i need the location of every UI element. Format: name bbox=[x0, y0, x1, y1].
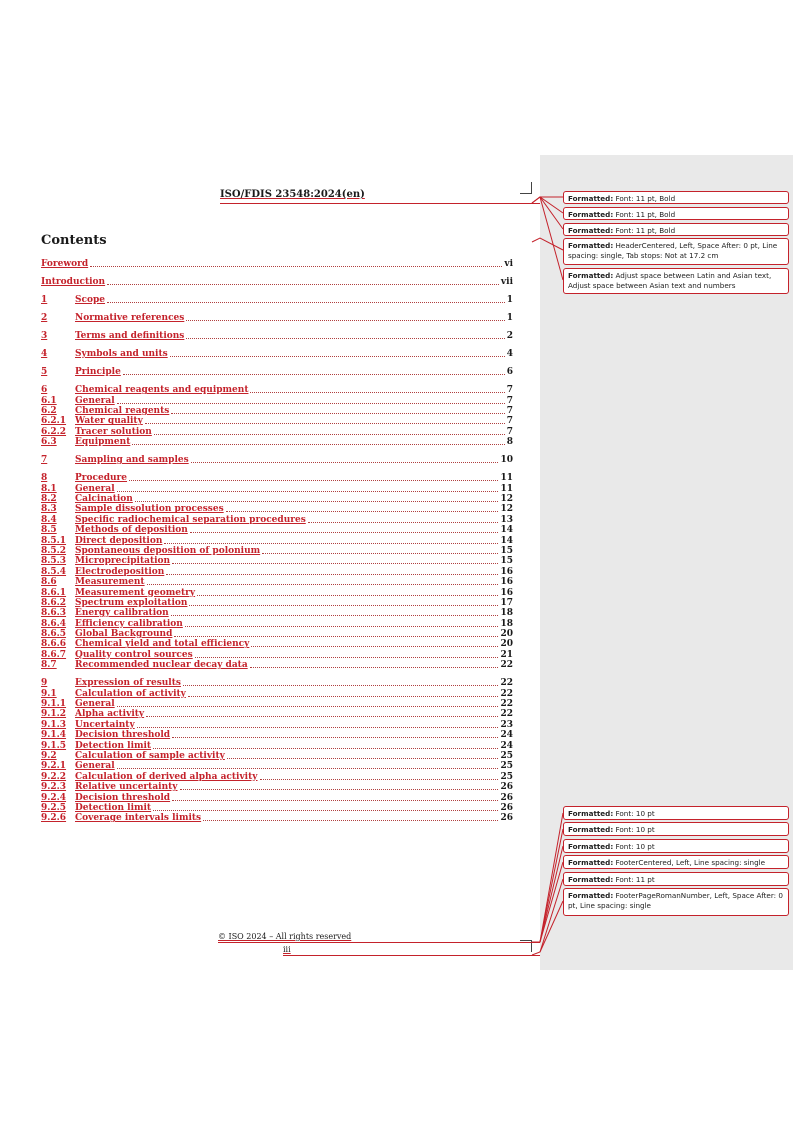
toc-entry-title: Chemical reagents and equipment bbox=[75, 385, 249, 396]
toc-entry-page: 26 bbox=[500, 782, 513, 793]
toc-entry-title: Coverage intervals limits bbox=[75, 813, 202, 824]
toc-entry-title: General bbox=[75, 761, 115, 772]
toc-entry-page: 22 bbox=[500, 709, 513, 720]
format-comment-balloon[interactable] bbox=[563, 888, 789, 916]
toc-dot-leader bbox=[262, 553, 498, 554]
toc-dot-leader bbox=[197, 595, 498, 596]
toc-entry-page: 18 bbox=[500, 618, 513, 629]
toc-entry-page: 10 bbox=[500, 455, 513, 466]
toc-entry-number: 9.1 bbox=[41, 688, 57, 699]
toc-dot-leader bbox=[90, 266, 502, 267]
toc-entry[interactable] bbox=[41, 771, 513, 781]
toc-dot-leader bbox=[107, 302, 505, 303]
toc-entry[interactable] bbox=[41, 782, 513, 792]
toc-entry-page: 16 bbox=[500, 587, 513, 598]
toc-entry[interactable] bbox=[41, 416, 513, 426]
toc-entry-number: 8.2 bbox=[41, 493, 57, 504]
toc-entry-page: 22 bbox=[500, 699, 513, 709]
toc-entry-page: 13 bbox=[500, 514, 513, 525]
toc-entry-number: 8.6 bbox=[41, 577, 57, 588]
toc-entry[interactable] bbox=[41, 792, 513, 802]
toc-entry-number: 6.1 bbox=[41, 395, 57, 406]
toc-dot-leader bbox=[308, 522, 499, 523]
comment-label: Formatted: bbox=[568, 241, 614, 250]
toc-dot-leader bbox=[183, 685, 499, 686]
toc-entry-title: Calcination bbox=[75, 493, 133, 504]
comment-label: Formatted: bbox=[568, 842, 614, 851]
toc-entry-page: 25 bbox=[500, 750, 513, 761]
toc-dot-leader bbox=[145, 423, 505, 424]
toc-entry-number: 8.5.2 bbox=[41, 545, 67, 556]
toc-entry[interactable] bbox=[41, 426, 513, 436]
toc-entry-title: Scope bbox=[75, 295, 106, 306]
toc-entry-page: 7 bbox=[506, 385, 513, 396]
footer-revision-line bbox=[218, 942, 540, 943]
toc-entry-number: 6.2 bbox=[41, 406, 57, 417]
toc-entry-title: Foreword bbox=[41, 259, 89, 270]
toc-entry[interactable] bbox=[41, 709, 513, 719]
toc-entry-title: Principle bbox=[75, 367, 121, 378]
format-comment-balloon[interactable] bbox=[563, 207, 789, 220]
format-comment-balloon[interactable] bbox=[563, 839, 789, 853]
toc-entry-title: Procedure bbox=[75, 473, 128, 484]
format-comment-balloon[interactable] bbox=[563, 872, 789, 886]
toc-entry-title: Expression of results bbox=[75, 678, 181, 689]
toc-entry[interactable] bbox=[41, 535, 513, 545]
comment-text: Font: 10 pt bbox=[615, 842, 655, 851]
toc-entry-page: 25 bbox=[500, 761, 513, 772]
toc-entry-page: vi bbox=[504, 259, 513, 270]
toc-dot-leader bbox=[117, 403, 505, 404]
toc-entry-number: 6.2.2 bbox=[41, 426, 67, 437]
toc-entry-title: Chemical reagents bbox=[75, 406, 170, 417]
toc-entry[interactable] bbox=[41, 406, 513, 416]
toc-entry[interactable] bbox=[41, 385, 513, 395]
toc-entry-number: 9.2.3 bbox=[41, 782, 67, 793]
comment-text: Font: 11 pt, Bold bbox=[615, 194, 676, 203]
toc-entry-page: 26 bbox=[500, 802, 513, 813]
toc-entry-number: 8.3 bbox=[41, 504, 57, 515]
toc-dot-leader bbox=[190, 532, 499, 533]
toc-entry[interactable] bbox=[41, 437, 513, 447]
comment-text: FooterCentered, Left, Line spacing: single bbox=[615, 858, 766, 867]
toc-entry-number: 9.1.3 bbox=[41, 719, 67, 730]
comment-text: HeaderCentered, Left, Space After: 0 pt, Line spacing: single, Tab stops: Not at 17.2 cm bbox=[568, 241, 778, 260]
toc-entry-title: Sample dissolution processes bbox=[75, 504, 224, 515]
comment-label: Formatted: bbox=[568, 891, 614, 900]
toc-entry[interactable] bbox=[41, 277, 513, 287]
toc-entry[interactable] bbox=[41, 740, 513, 750]
toc-entry-number: 8.5.1 bbox=[41, 535, 67, 546]
toc-entry-page: 20 bbox=[500, 639, 513, 650]
comment-label: Formatted: bbox=[568, 194, 614, 203]
format-comment-balloon[interactable] bbox=[563, 223, 789, 236]
toc-entry-page: 7 bbox=[506, 395, 513, 406]
toc-entry-number: 1 bbox=[41, 295, 48, 306]
toc-entry[interactable] bbox=[41, 525, 513, 535]
toc-entry-page: 14 bbox=[500, 535, 513, 546]
toc-entry-number: 8.6.2 bbox=[41, 597, 67, 608]
toc-entry-page: 11 bbox=[500, 473, 513, 484]
toc-dot-leader bbox=[186, 320, 504, 321]
toc-entry-number: 9.1.2 bbox=[41, 709, 67, 720]
toc-entry-number: 8.6.1 bbox=[41, 587, 67, 598]
format-comment-balloon[interactable] bbox=[563, 191, 789, 204]
toc-entry-title: Symbols and units bbox=[75, 349, 168, 360]
toc-entry[interactable] bbox=[41, 649, 513, 659]
toc-entry-title: Calculation of sample activity bbox=[75, 750, 225, 761]
toc-entry[interactable] bbox=[41, 678, 513, 688]
toc-entry-title: Uncertainty bbox=[75, 719, 135, 730]
toc-dot-leader bbox=[146, 716, 498, 717]
toc-entry-number: 9.2.2 bbox=[41, 771, 67, 782]
toc-entry-number: 9.2.1 bbox=[41, 761, 67, 772]
toc-entry-number: 5 bbox=[41, 367, 48, 378]
toc-entry-page: 26 bbox=[500, 813, 513, 824]
toc-entry-number: 9.2 bbox=[41, 750, 57, 761]
toc-entry-title: Normative references bbox=[75, 313, 185, 324]
toc-dot-leader bbox=[107, 284, 499, 285]
toc-entry-page: 22 bbox=[500, 678, 513, 689]
toc-entry[interactable] bbox=[41, 556, 513, 566]
format-comment-balloon[interactable] bbox=[563, 822, 789, 836]
toc-dot-leader bbox=[195, 657, 499, 658]
toc-entry-page: 23 bbox=[500, 719, 513, 730]
comment-text: Adjust space between Latin and Asian text, Adjust space between Asian text and numbers bbox=[568, 271, 772, 290]
toc-entry[interactable] bbox=[41, 699, 513, 709]
toc-entry[interactable] bbox=[41, 259, 513, 269]
toc-entry[interactable] bbox=[41, 577, 513, 587]
toc-entry-title: Detection limit bbox=[75, 740, 152, 751]
toc-dot-leader bbox=[172, 563, 498, 564]
toc-dot-leader bbox=[117, 768, 499, 769]
toc-entry-title: General bbox=[75, 699, 115, 709]
toc-dot-leader bbox=[186, 338, 504, 339]
toc-dot-leader bbox=[123, 374, 505, 375]
toc-entry-number: 8.5.3 bbox=[41, 556, 67, 567]
toc-entry[interactable] bbox=[41, 349, 513, 359]
toc-entry-page: 20 bbox=[500, 629, 513, 640]
toc-entry-number: 6.2.1 bbox=[41, 416, 67, 427]
toc-entry-title: Direct deposition bbox=[75, 535, 163, 546]
comment-label: Formatted: bbox=[568, 809, 614, 818]
toc-entry-title: Measurement geometry bbox=[75, 587, 196, 598]
toc-entry[interactable] bbox=[41, 295, 513, 305]
toc-dot-leader bbox=[171, 615, 499, 616]
toc-entry-page: 6 bbox=[506, 367, 513, 378]
toc-entry[interactable] bbox=[41, 587, 513, 597]
comment-label: Formatted: bbox=[568, 210, 614, 219]
toc-entry-title: Measurement bbox=[75, 577, 145, 588]
toc-entry[interactable] bbox=[41, 688, 513, 698]
toc-entry-title: Alpha activity bbox=[75, 709, 145, 720]
toc-dot-leader bbox=[180, 789, 499, 790]
comment-label: Formatted: bbox=[568, 825, 614, 834]
toc-entry-number: 8.4 bbox=[41, 514, 57, 525]
toc-entry-number: 8.6.5 bbox=[41, 629, 67, 640]
page-footer-number[interactable]: iii bbox=[283, 945, 291, 954]
toc-entry-page: 14 bbox=[500, 525, 513, 536]
toc-entry[interactable] bbox=[41, 803, 513, 813]
toc-entry-number: 9.1.5 bbox=[41, 740, 67, 751]
comment-text: Font: 10 pt bbox=[615, 809, 655, 818]
toc-dot-leader bbox=[174, 636, 498, 637]
toc-entry-number: 2 bbox=[41, 313, 48, 324]
toc-entry[interactable] bbox=[41, 629, 513, 639]
toc-dot-leader bbox=[227, 758, 499, 759]
toc-entry[interactable] bbox=[41, 660, 513, 670]
toc-entry-number: 9.1.1 bbox=[41, 699, 67, 709]
toc-entry[interactable] bbox=[41, 473, 513, 483]
toc-dot-leader bbox=[250, 667, 499, 668]
toc-entry-page: 2 bbox=[506, 331, 513, 342]
toc-dot-leader bbox=[260, 779, 499, 780]
toc-entry-title: Decision threshold bbox=[75, 730, 171, 741]
toc-entry-page: 7 bbox=[506, 416, 513, 427]
toc-entry[interactable] bbox=[41, 514, 513, 524]
toc-entry-title: Decision threshold bbox=[75, 792, 171, 803]
comment-label: Formatted: bbox=[568, 858, 614, 867]
toc-entry-number: 9.1.4 bbox=[41, 730, 67, 741]
toc-entry-title: Efficiency calibration bbox=[75, 618, 183, 629]
toc-dot-leader bbox=[153, 810, 498, 811]
toc-entry-title: Recommended nuclear decay data bbox=[75, 660, 248, 671]
toc-entry-page: 21 bbox=[500, 649, 513, 660]
toc-entry[interactable] bbox=[41, 483, 513, 493]
page-footer-copyright[interactable]: © ISO 2024 – All rights reserved bbox=[218, 932, 352, 941]
format-comment-balloon[interactable] bbox=[563, 238, 789, 265]
toc-entry-number: 8.6.6 bbox=[41, 639, 67, 650]
toc-entry-title: Chemical yield and total efficiency bbox=[75, 639, 250, 650]
toc-entry-title: Water quality bbox=[75, 416, 143, 427]
toc-entry[interactable] bbox=[41, 813, 513, 823]
crop-mark bbox=[520, 193, 532, 194]
toc-entry[interactable] bbox=[41, 313, 513, 323]
toc-dot-leader bbox=[164, 543, 498, 544]
toc-dot-leader bbox=[166, 574, 498, 575]
toc-dot-leader bbox=[185, 626, 499, 627]
toc-entry-number: 8.1 bbox=[41, 483, 57, 494]
format-comment-balloon[interactable] bbox=[563, 268, 789, 294]
toc-entry-page: 11 bbox=[500, 483, 513, 494]
toc-entry-number: 7 bbox=[41, 455, 48, 466]
toc-entry-number: 8.6.4 bbox=[41, 618, 67, 629]
toc-dot-leader bbox=[191, 462, 499, 463]
toc-entry-number: 9.2.6 bbox=[41, 813, 67, 824]
toc-entry[interactable] bbox=[41, 504, 513, 514]
toc-entry[interactable] bbox=[41, 719, 513, 729]
toc-entry-number: 8 bbox=[41, 473, 48, 484]
toc-entry-title: Equipment bbox=[75, 437, 131, 448]
crop-mark bbox=[520, 940, 532, 941]
comment-text: Font: 11 pt, Bold bbox=[615, 226, 676, 235]
toc-entry-page: 8 bbox=[506, 437, 513, 448]
toc-dot-leader bbox=[189, 605, 498, 606]
toc-entry[interactable] bbox=[41, 395, 513, 405]
toc-entry-page: 25 bbox=[500, 771, 513, 782]
toc-dot-leader bbox=[251, 646, 498, 647]
footer-page-revision-line bbox=[283, 955, 540, 956]
toc-dot-leader bbox=[153, 748, 498, 749]
toc-entry-title: Microprecipitation bbox=[75, 556, 171, 567]
comment-label: Formatted: bbox=[568, 875, 614, 884]
format-comment-balloon[interactable] bbox=[563, 855, 789, 869]
toc-entry[interactable] bbox=[41, 618, 513, 628]
toc-entry-page: 12 bbox=[500, 493, 513, 504]
toc-entry[interactable] bbox=[41, 761, 513, 771]
toc-entry-number: 6 bbox=[41, 385, 48, 396]
toc-dot-leader bbox=[170, 356, 505, 357]
comment-text: Font: 11 pt, Bold bbox=[615, 210, 676, 219]
toc-entry-title: Energy calibration bbox=[75, 608, 169, 619]
toc-entry-number: 9.2.5 bbox=[41, 802, 67, 813]
toc-entry-page: 1 bbox=[506, 295, 513, 306]
toc-entry-title: Relative uncertainty bbox=[75, 782, 178, 793]
toc-entry-page: 15 bbox=[500, 545, 513, 556]
toc-entry-number: 4 bbox=[41, 349, 48, 360]
toc-entry-title: General bbox=[75, 395, 115, 406]
toc-entry-number: 8.5.4 bbox=[41, 566, 67, 577]
toc-dot-leader bbox=[172, 737, 498, 738]
toc-entry[interactable] bbox=[41, 494, 513, 504]
toc-entry-title: Introduction bbox=[41, 277, 106, 288]
toc-entry-page: 7 bbox=[506, 426, 513, 437]
toc-entry-title: Terms and definitions bbox=[75, 331, 185, 342]
toc-entry-title: General bbox=[75, 483, 115, 494]
toc-entry-page: 4 bbox=[506, 349, 513, 360]
toc-entry-title: Sampling and samples bbox=[75, 455, 189, 466]
toc-entry[interactable] bbox=[41, 608, 513, 618]
toc-entry[interactable] bbox=[41, 751, 513, 761]
toc-entry-title: Methods of deposition bbox=[75, 525, 188, 536]
header-revision-line bbox=[220, 203, 540, 204]
contents-heading: Contents bbox=[41, 233, 107, 248]
toc-entry-title: Detection limit bbox=[75, 802, 152, 813]
toc-dot-leader bbox=[137, 727, 499, 728]
toc-entry-number: 9 bbox=[41, 678, 48, 689]
toc-entry-title: Tracer solution bbox=[75, 426, 152, 437]
toc-dot-leader bbox=[172, 800, 498, 801]
toc-entry-title: Electrodeposition bbox=[75, 566, 165, 577]
toc-entry-title: Spectrum exploitation bbox=[75, 597, 188, 608]
toc-entry-number: 6.3 bbox=[41, 437, 57, 448]
toc-entry-title: Global Background bbox=[75, 629, 173, 640]
toc-entry-page: 1 bbox=[506, 313, 513, 324]
toc-entry-title: Quality control sources bbox=[75, 649, 193, 660]
toc-dot-leader bbox=[154, 434, 505, 435]
toc-entry[interactable] bbox=[41, 455, 513, 465]
comment-text: FooterPageRomanNumber, Left, Space After: 0 pt, Line spacing: single bbox=[568, 891, 783, 910]
toc-entry-page: 24 bbox=[500, 730, 513, 741]
comment-label: Formatted: bbox=[568, 226, 614, 235]
comment-label: Formatted: bbox=[568, 271, 614, 280]
toc-entry-number: 8.7 bbox=[41, 660, 57, 671]
toc-dot-leader bbox=[188, 696, 499, 697]
toc-entry[interactable] bbox=[41, 566, 513, 576]
format-comment-balloon[interactable] bbox=[563, 806, 789, 820]
toc-entry[interactable] bbox=[41, 639, 513, 649]
toc-entry-number: 3 bbox=[41, 331, 48, 342]
toc-dot-leader bbox=[135, 501, 499, 502]
toc-dot-leader bbox=[171, 413, 504, 414]
toc-entry-page: 26 bbox=[500, 792, 513, 803]
toc-entry-page: vii bbox=[500, 277, 513, 288]
toc-entry-title: Calculation of activity bbox=[75, 688, 186, 699]
toc-entry-title: Calculation of derived alpha activity bbox=[75, 771, 258, 782]
toc-entry-page: 22 bbox=[500, 660, 513, 671]
toc-entry-page: 22 bbox=[500, 688, 513, 699]
toc-entry-page: 18 bbox=[500, 608, 513, 619]
toc-entry[interactable] bbox=[41, 367, 513, 377]
toc-entry-page: 15 bbox=[500, 556, 513, 567]
page-header[interactable]: ISO/FDIS 23548:2024(en) bbox=[220, 189, 365, 200]
toc-dot-leader bbox=[250, 392, 504, 393]
toc-dot-leader bbox=[203, 820, 498, 821]
toc-entry[interactable] bbox=[41, 598, 513, 608]
toc-entry-title: Specific radiochemical separation procedures bbox=[75, 514, 306, 525]
toc-entry-number: 8.5 bbox=[41, 525, 57, 536]
toc-entry-number: 8.6.7 bbox=[41, 649, 67, 660]
toc-dot-leader bbox=[147, 584, 499, 585]
comment-text: Font: 11 pt bbox=[615, 875, 655, 884]
toc-entry-page: 16 bbox=[500, 577, 513, 588]
toc-entry-number: 8.6.3 bbox=[41, 608, 67, 619]
table-of-contents bbox=[41, 259, 513, 823]
toc-dot-leader bbox=[117, 706, 499, 707]
toc-entry[interactable] bbox=[41, 546, 513, 556]
toc-entry-number: 9.2.4 bbox=[41, 792, 67, 803]
toc-entry[interactable] bbox=[41, 331, 513, 341]
toc-dot-leader bbox=[129, 480, 498, 481]
toc-dot-leader bbox=[117, 491, 499, 492]
toc-entry-page: 12 bbox=[500, 504, 513, 515]
toc-dot-leader bbox=[132, 444, 504, 445]
toc-entry-page: 16 bbox=[500, 566, 513, 577]
toc-dot-leader bbox=[226, 511, 499, 512]
toc-entry-page: 17 bbox=[500, 597, 513, 608]
toc-entry-page: 24 bbox=[500, 740, 513, 751]
comment-text: Font: 10 pt bbox=[615, 825, 655, 834]
toc-entry[interactable] bbox=[41, 730, 513, 740]
toc-entry-title: Spontaneous deposition of polonium bbox=[75, 545, 261, 556]
toc-entry-page: 7 bbox=[506, 406, 513, 417]
